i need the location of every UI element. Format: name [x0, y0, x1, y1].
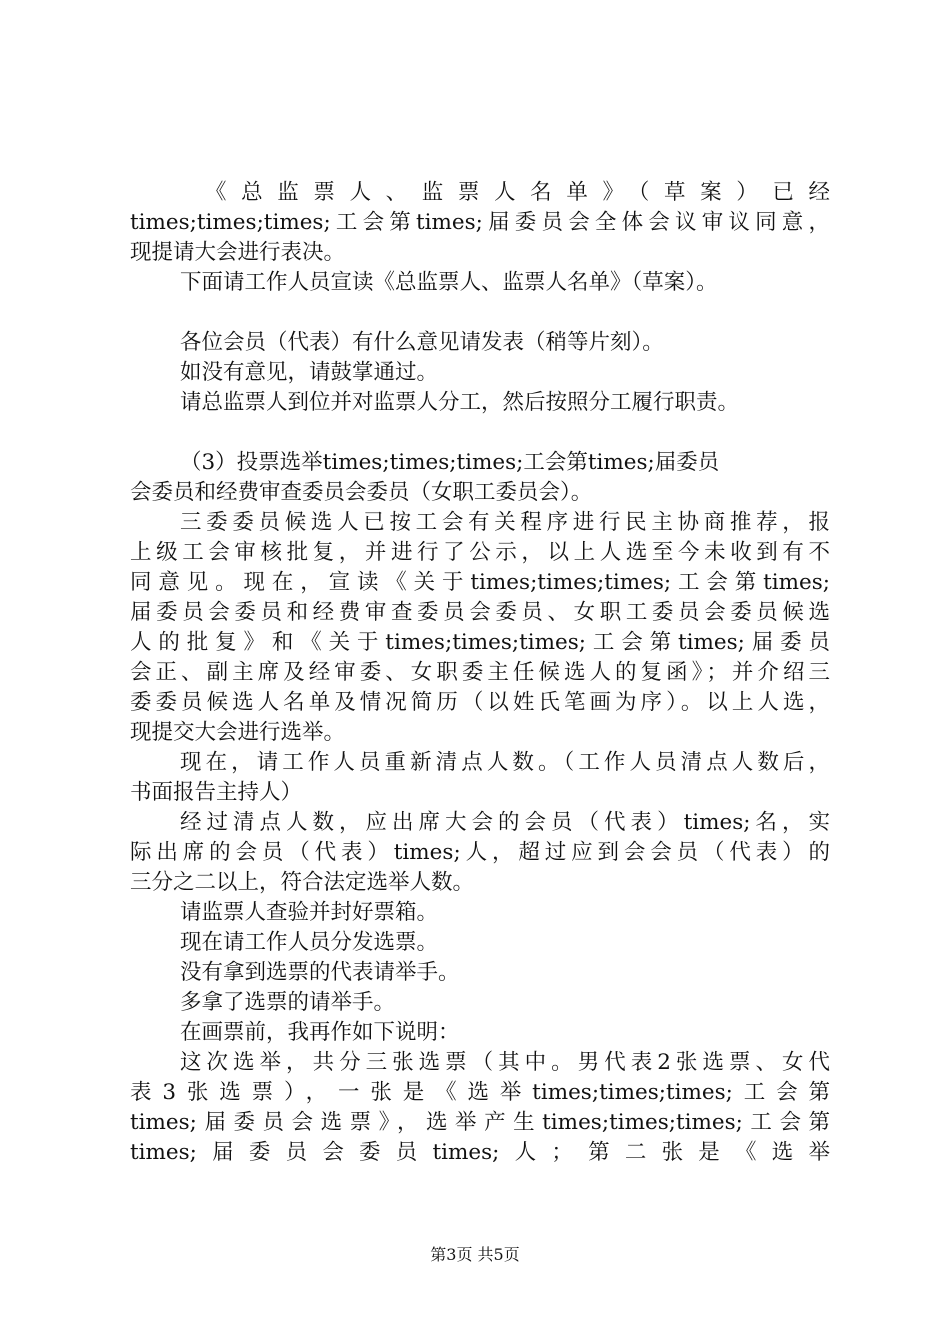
text-line: 人的批复》和《关于times;times;times;工会第times;届委员 [130, 630, 830, 655]
text-line: 书面报告主持人） [130, 780, 303, 805]
text-line: （3）投票选举times;times;times;工会第times;届委员 [180, 450, 720, 475]
document-body [130, 178, 830, 1168]
text-line: 多拿了选票的请举手。 [180, 990, 396, 1015]
text-line: 会委员和经费审查委员会委员（女职工委员会）。 [130, 480, 593, 505]
text-line: 经过清点人数，应出席大会的会员（代表）times;名，实 [180, 810, 830, 835]
text-line: 各位会员（代表）有什么意见请发表（稍等片刻）。 [180, 330, 664, 355]
text-line: 三分之二以上，符合法定选举人数。 [130, 870, 475, 895]
text-line: 现在，请工作人员重新清点人数。（工作人员清点人数后， [180, 750, 830, 775]
paragraph-gap [130, 418, 830, 448]
text-line: times;times;times;工会第times;届委员会全体会议审议同意， [130, 210, 830, 235]
text-line: 请监票人查验并封好票箱。 [180, 900, 439, 925]
text-line: 这次选举，共分三张选票（其中。男代表2张选票、女代 [180, 1050, 830, 1075]
text-line: 如没有意见，请鼓掌通过。 [180, 360, 439, 385]
page-footer: 第3页 共5页 [430, 1245, 520, 1264]
text-line: 会正、副主席及经审委、女职委主任候选人的复函》；并介绍三 [130, 660, 830, 685]
text-line: 三委委员候选人已按工会有关程序进行民主协商推荐，报 [180, 510, 830, 535]
text-line: 请总监票人到位并对监票人分工，然后按照分工履行职责。 [180, 390, 740, 415]
text-line: times;届委员会委员times;人；第二张是《选举 [130, 1140, 830, 1165]
text-line: 上级工会审核批复，并进行了公示，以上人选至今未收到有不 [130, 540, 830, 565]
text-line: times;届委员会选票》，选举产生times;times;times;工会第 [130, 1110, 830, 1135]
text-line: 下面请工作人员宣读《总监票人、监票人名单》（草案）。 [180, 270, 718, 295]
text-line: 同意见。现在，宣读《关于times;times;times;工会第times; [130, 570, 830, 595]
text-line: 届委员会委员和经费审查委员会委员、女职工委员会委员候选 [130, 600, 830, 625]
text-line: 没有拿到选票的代表请举手。 [180, 960, 460, 985]
text-line: 现提交大会进行选举。 [130, 720, 346, 745]
text-line: 表3张选票），一张是《选举times;times;times;工会第 [130, 1080, 830, 1105]
text-line: 现在请工作人员分发选票。 [180, 930, 439, 955]
text-line: 委委员候选人名单及情况简历（以姓氏笔画为序）。以上人选， [130, 690, 830, 715]
text-line: 在画票前，我再作如下说明： [180, 1020, 460, 1045]
paragraph-gap [130, 298, 830, 328]
text-line: 《总监票人、监票人名单》（草案）已经 [205, 180, 830, 205]
text-line: 际出席的会员（代表）times;人，超过应到会会员（代表）的 [130, 840, 830, 865]
text-line: 现提请大会进行表决。 [130, 240, 346, 265]
